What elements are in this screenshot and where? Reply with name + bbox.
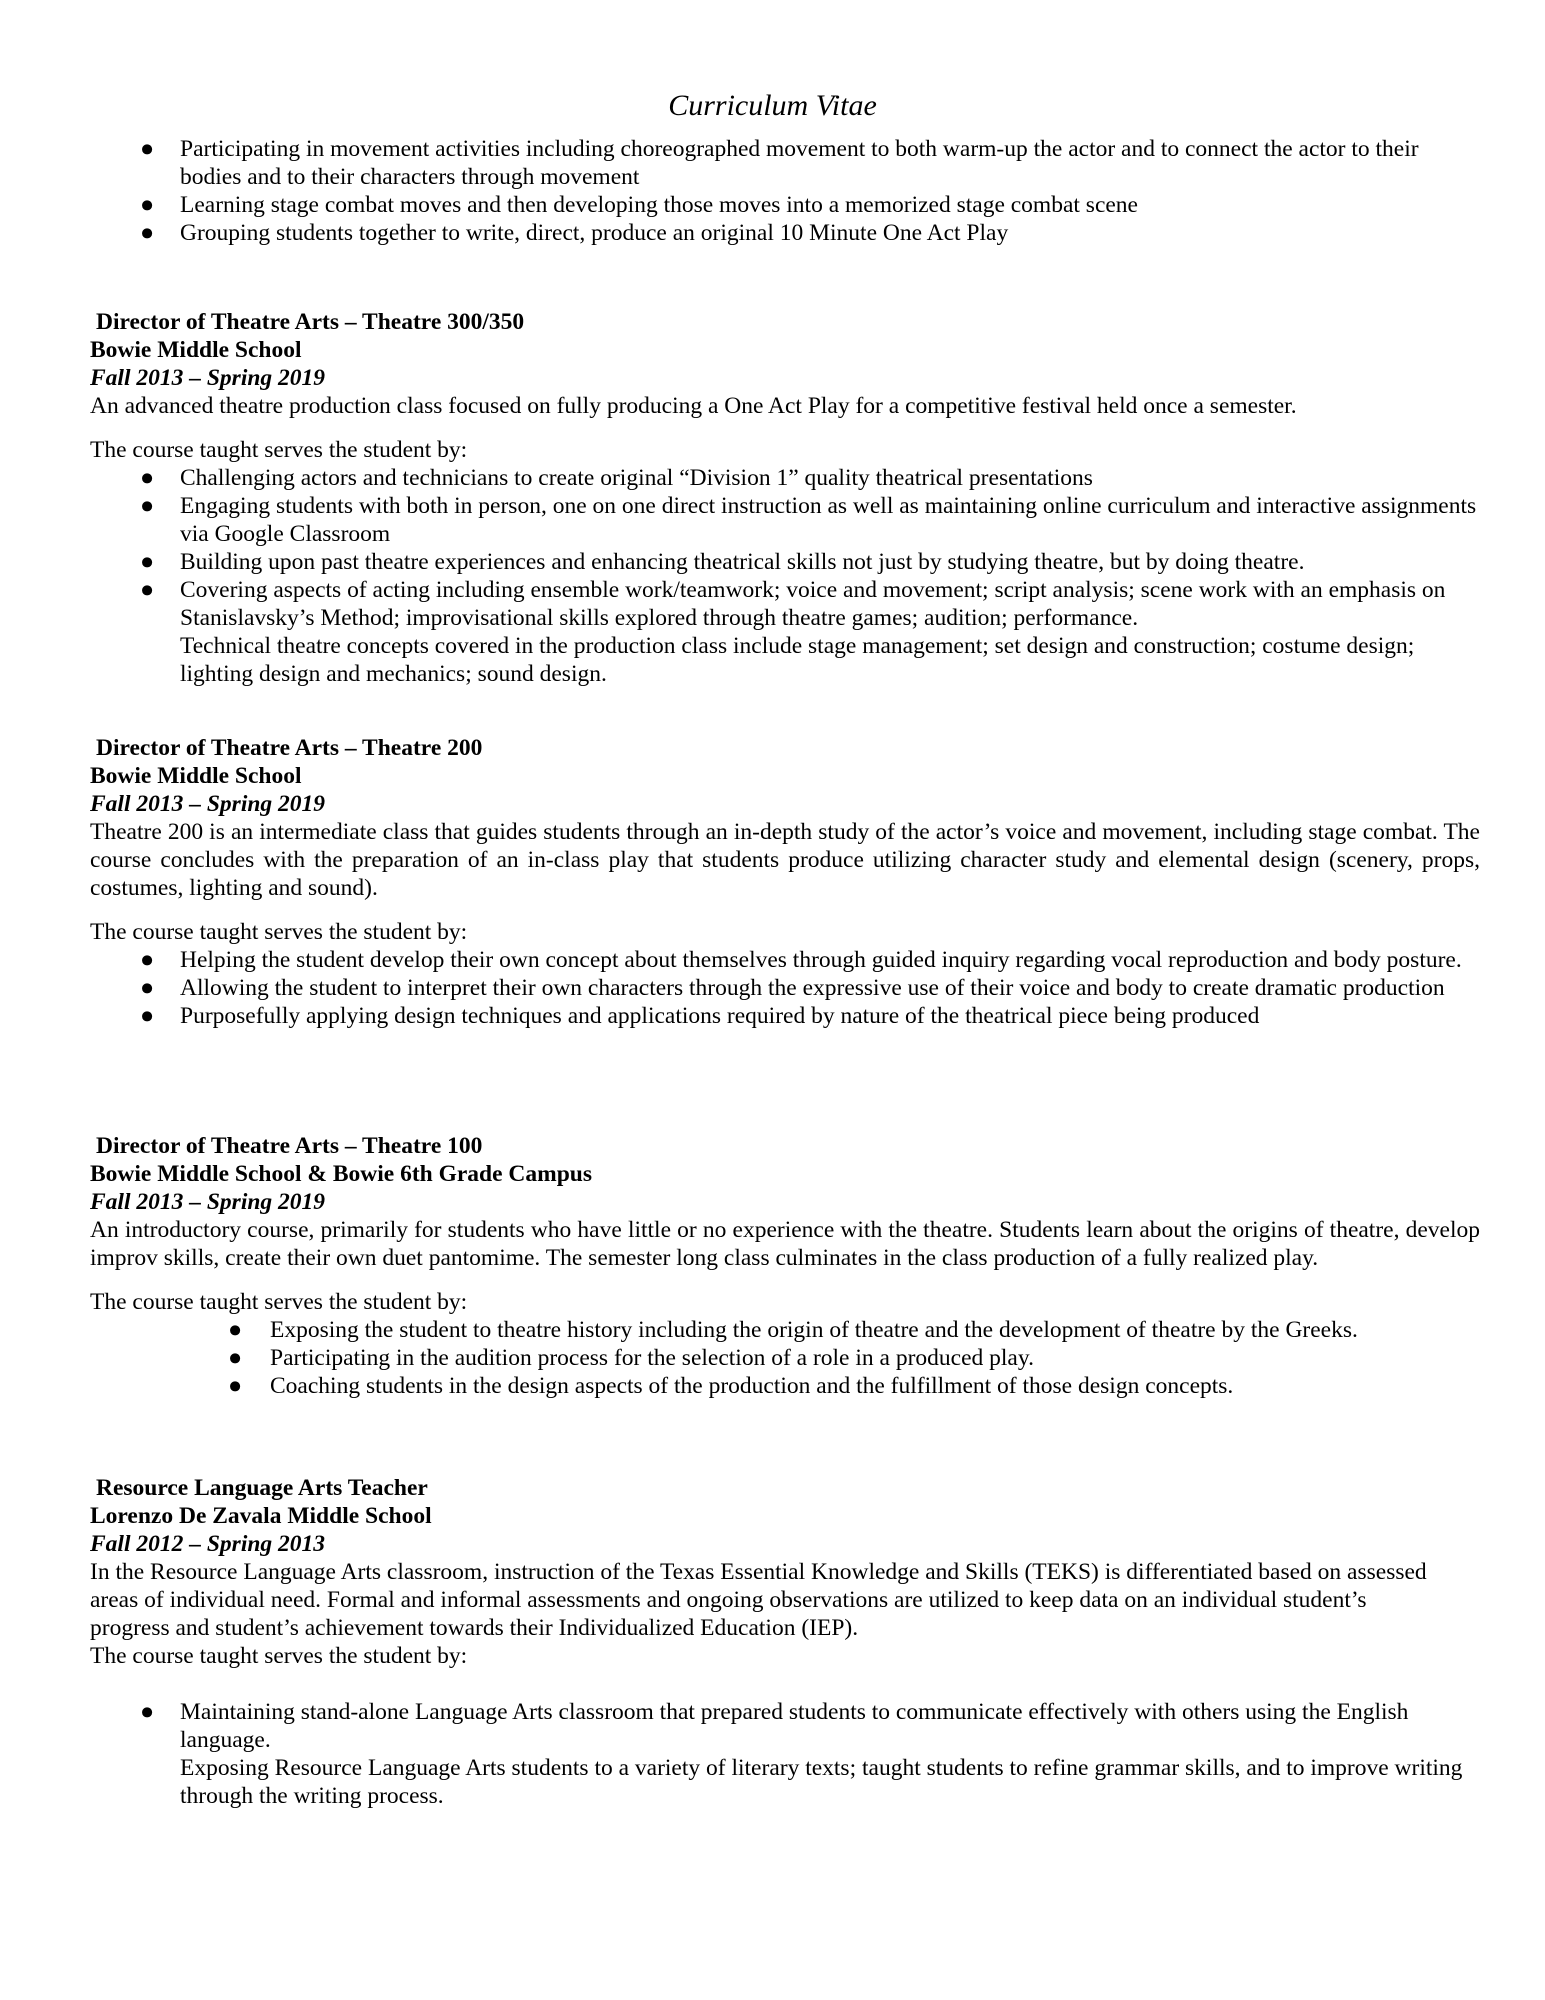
list-item: ● Helping the student develop their own concept about themselves through guided inquiry regarding vocal reproduction and body posture. xyxy=(140,947,1462,973)
bullet-icon: ● xyxy=(140,220,155,246)
bullet-list xyxy=(90,464,1480,688)
list-item: ● Coaching students in the design aspects of the production and the fulfillment of those design concepts. xyxy=(228,1373,1234,1399)
section-description: An advanced theatre production class focused on fully producing a One Act Play for a competitive festival held once a semester. xyxy=(90,393,1297,419)
list-item: ● Covering aspects of acting including ensemble work/teamwork; voice and movement; script analysis; scene work with an emphasis on Stanislavsky’s Method; improvisational skills explored through theatre games; audition; performance. xyxy=(140,577,1446,631)
section-description: An introductory course, primarily for students who have little or no experience with the theatre. Students learn about the origins of theatre, develop improv skills, create their own duet pantomime. The semester long class culminates in the class production of a fully realized play. xyxy=(90,1217,1480,1271)
section-theatre-200 xyxy=(90,734,1480,1030)
list-item: ● Purposefully applying design techniques and applications required by nature of the theatrical piece being produced xyxy=(140,1003,1260,1029)
bullet-icon: ● xyxy=(140,1699,155,1725)
bullet-icon: ● xyxy=(140,136,155,162)
list-item: ● Participating in movement activities including choreographed movement to both warm-up the actor and to connect the actor to their bodies and to their characters through movement xyxy=(140,136,1419,190)
bullet-icon: ● xyxy=(140,549,155,575)
job-title: Director of Theatre Arts – Theatre 300/350 xyxy=(96,309,525,335)
section-theatre-100 xyxy=(90,1132,1480,1400)
list-item: ● Maintaining stand-alone Language Arts classroom that prepared students to communicate effectively with others using the English language. xyxy=(140,1699,1409,1753)
list-item: Technical theatre concepts covered in the production class include stage management; set design and construction; costume design; lighting design and mechanics; sound design. xyxy=(180,633,1415,687)
section-resource-language-arts xyxy=(90,1474,1480,1810)
bullet-icon: ● xyxy=(140,493,155,519)
list-item: ● Engaging students with both in person, one on one direct instruction as well as maintaining online curriculum and interactive assignments via Google Classroom xyxy=(140,493,1477,547)
list-item: ● Allowing the student to interpret their own characters through the expressive use of their voice and body to create dramatic production xyxy=(140,975,1445,1001)
list-item: ● Grouping students together to write, direct, produce an original 10 Minute One Act Play xyxy=(140,220,1009,246)
section-theatre-300 xyxy=(90,308,1480,688)
section-description: In the Resource Language Arts classroom, instruction of the Texas Essential Knowledge and Skills (TEKS) is differentiated based on assessed areas of individual need. Formal and informal assessments and ongoing observations are utilized to keep data on an individual student’s progress and student’s achievement towards their Individualized Education (IEP). xyxy=(90,1559,1427,1641)
bullet-icon: ● xyxy=(140,465,155,491)
bullet-icon: ● xyxy=(140,975,155,1001)
bullet-icon: ● xyxy=(228,1373,243,1399)
bullet-list xyxy=(90,1698,1480,1810)
section-intro: The course taught serves the student by: xyxy=(90,1643,468,1669)
bullet-list xyxy=(90,946,1480,1030)
job-title: Director of Theatre Arts – Theatre 100 xyxy=(96,1133,483,1159)
bullet-icon: ● xyxy=(228,1345,243,1371)
bullet-icon: ● xyxy=(140,947,155,973)
school-name: Bowie Middle School xyxy=(90,337,302,363)
school-name: Lorenzo De Zavala Middle School xyxy=(90,1503,432,1529)
date-range: Fall 2012 – Spring 2013 xyxy=(90,1531,326,1557)
section-intro: The course taught serves the student by: xyxy=(90,437,468,463)
school-name: Bowie Middle School xyxy=(90,763,302,789)
section-description: Theatre 200 is an intermediate class that guides students through an in-depth study of the actor’s voice and movement, including stage combat. The course concludes with the preparation of an in-class play that students produce utilizing character study and elemental design (scenery, props, costumes, lighting and sound). xyxy=(90,819,1480,901)
section-intro: The course taught serves the student by: xyxy=(90,919,468,945)
intro-bullet-list xyxy=(90,135,1480,247)
date-range: Fall 2013 – Spring 2019 xyxy=(90,1189,326,1215)
spacer xyxy=(90,1670,1480,1698)
list-item: ● Building upon past theatre experiences and enhancing theatrical skills not just by studying theatre, but by doing theatre. xyxy=(140,549,1305,575)
list-item: ● Exposing the student to theatre history including the origin of theatre and the development of theatre by the Greeks. xyxy=(228,1317,1358,1343)
date-range: Fall 2013 – Spring 2019 xyxy=(90,365,326,391)
section-intro: The course taught serves the student by: xyxy=(90,1289,468,1315)
bullet-list xyxy=(90,1316,1480,1400)
bullet-icon: ● xyxy=(140,192,155,218)
bullet-icon: ● xyxy=(228,1317,243,1343)
list-item: ● Learning stage combat moves and then developing those moves into a memorized stage combat scene xyxy=(140,192,1138,218)
job-title: Director of Theatre Arts – Theatre 200 xyxy=(96,735,483,761)
list-item: ● Participating in the audition process for the selection of a role in a produced play. xyxy=(228,1345,1034,1371)
list-item: ● Challenging actors and technicians to create original “Division 1” quality theatrical presentations xyxy=(140,465,1093,491)
intro-block xyxy=(90,135,1480,247)
school-name: Bowie Middle School & Bowie 6th Grade Campus xyxy=(90,1161,593,1187)
bullet-icon: ● xyxy=(140,577,155,603)
date-range: Fall 2013 – Spring 2019 xyxy=(90,791,326,817)
job-title: Resource Language Arts Teacher xyxy=(96,1475,428,1501)
list-item: Exposing Resource Language Arts students to a variety of literary texts; taught students to refine grammar skills, and to improve writing through the writing process. xyxy=(180,1755,1463,1809)
bullet-icon: ● xyxy=(140,1003,155,1029)
page-header: Curriculum Vitae xyxy=(668,89,877,122)
